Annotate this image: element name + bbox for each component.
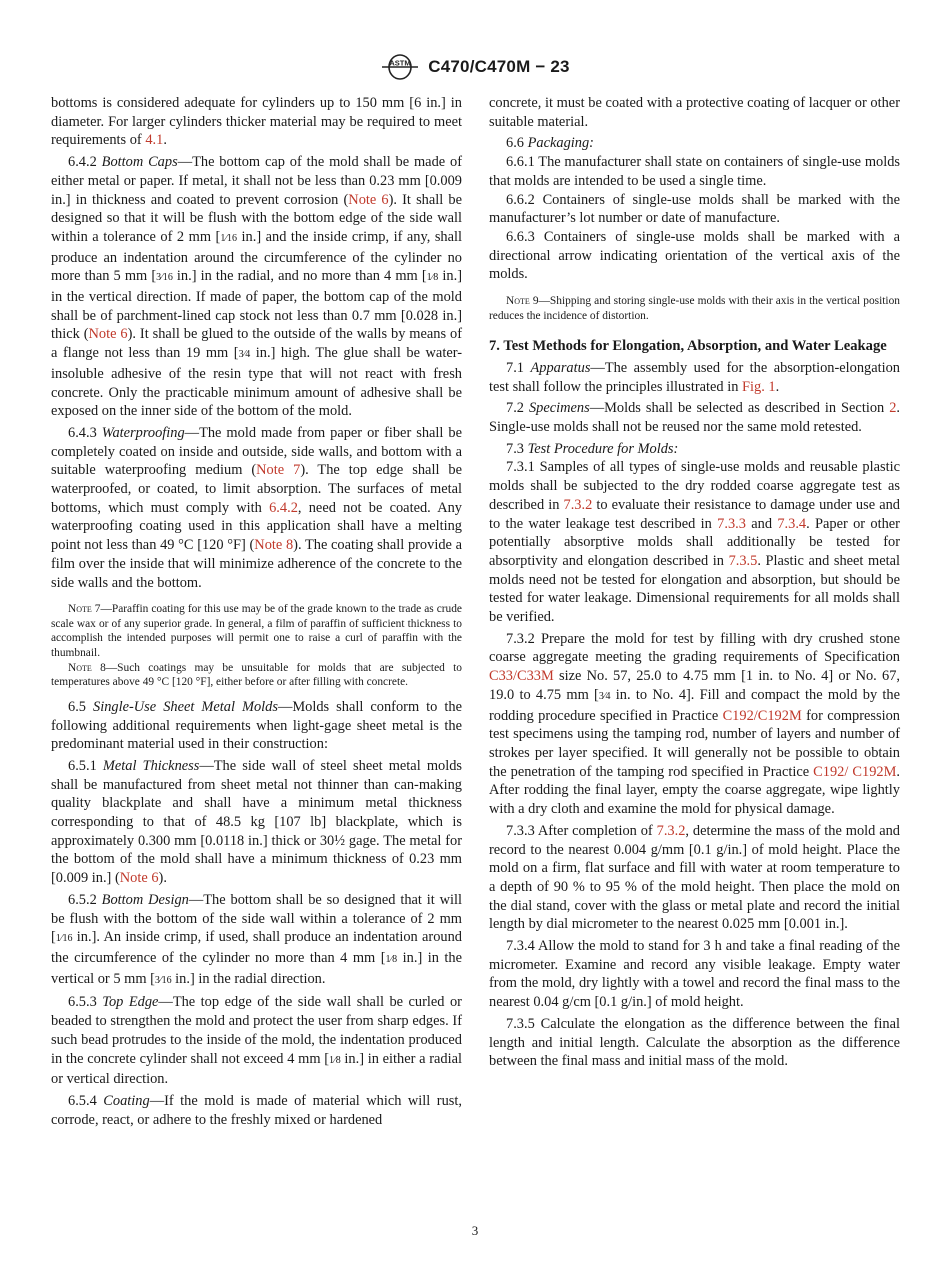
section-6-5-3: 6.5.3 Top Edge—The top edge of the side wall shall be curled or beaded to strengthen the mold and protect the user from sharp edges. If such bead protrudes to the inside of the mold, the indentation produced in the concrete cylinder shall not exceed 4 mm [1⁄8 in.] in either a radial or vertical direction. xyxy=(51,994,462,1088)
section-6-5-title: Single-Use Sheet Metal Molds xyxy=(93,698,278,715)
section-7-2: 7.2 Specimens—Molds shall be selected as described in Section 2. Single-use molds shall not be reused nor the same mold retested. xyxy=(489,400,900,436)
section-7-1-title: Apparatus xyxy=(530,359,591,376)
ref-note-7[interactable]: Note 7 xyxy=(256,462,301,479)
section-6-5-3-title: Top Edge xyxy=(102,994,159,1011)
astm-logo-text: ASTM xyxy=(389,58,411,68)
section-7-3-3: 7.3.3 After completion of 7.3.2, determine the mass of the mold and record to the nearest 0.004 g/mm [0.1 g/in.] of mold height. Place the mold on a firm, flat surface and fill with water at room temperature to a depth of 90 % to 95 % of the mold height. Then place the mold on the dial stand, cover with the glass or metal plate and record the initial length by dial micrometer to the nearest 0.025 mm [0.001 in.]. xyxy=(489,822,901,933)
note-9: Note 9—Shipping and storing single-use molds with their axis in the vertical position reduces the incidence of distortion. xyxy=(489,295,900,322)
paragraph-continuation-right: concrete, it must be coated with a protective coating of lacquer or other suitable material. xyxy=(489,95,900,130)
section-6-5-1-title: Metal Thickness xyxy=(102,757,200,774)
ref-7-3-5[interactable]: 7.3.5 xyxy=(728,552,758,569)
section-7-3-title: Test Procedure for Molds: xyxy=(527,440,679,457)
ref-7-3-2-b[interactable]: 7.3.2 xyxy=(656,822,686,839)
page-header xyxy=(0,54,950,80)
section-6-4-3: 6.4.3 Waterproofing—The mold made from paper or fiber shall be completely coated on inside and outside, side walls, and bottom with a suitable waterproofing medium (Note 7). The top edge shall be waterproofed, or coated, to limit absorption. The surfaces of metal bottoms, which must comply with 6.4.2, need not be coated. Any waterproofing coating used in this application shall have a melting point not less than 49 °C [120 °F] (Note 8). The coating shall provide a film over the inside that will minimize adherence of the concrete to the side walls and the bottom. xyxy=(51,424,462,591)
section-6-4-2: 6.4.2 Bottom Caps—The bottom cap of the mold shall be made of either metal or paper. If metal, it shall not be less than 0.23 mm [0.009 in.] in thickness and coated to prevent corrosion (Note 6). It shall be designed so that it will be flush with the bottom edge of the side wall within a tolerance of 2 mm [1⁄16 in.] and the inside crimp, if any, shall produce an indentation around the circumference of the cylinder no more than 5 mm [3⁄16 in.] in the radial, and no more than 4 mm [1⁄8 in.] in the vertical direction. If made of paper, the bottom cap of the mold shall be of parchment-lined cap stock not less than 0.7 mm [0.028 in.] thick (Note 6). It shall be glued to the outside of the walls by means of a flange not less than 19 mm [3⁄4 in.] high. The glue shall be water-insoluble adhesive of the resin type that will not react with fresh concrete. Only the practicable minimum amount of adhesive shall be exposed on the inner side of the bottom of the mold. xyxy=(51,154,463,420)
ref-fig-1[interactable]: Fig. 1 xyxy=(742,378,776,395)
section-7-3-2: 7.3.2 Prepare the mold for test by filling with dry crushed stone coarse aggregate meeting the grading requirements of Specification C33/C33M size No. 57, 25.0 to 4.75 mm [1 in. to No. 4] or No. 67, 19.0 to 4.75 mm [3⁄4 in. to No. 4]. Fill and compact the mold by the rodding procedure specified in Practice C192/C192M for compression test specimens using the tamping rod, number of layers and number of strokes per layer specified. It will generally not be possible to obtain the penetration of the tamping rod specified in Practice C192/ C192M. After rodding the final layer, empty the coarse aggregate, wipe lightly with a dry cloth and examine the mold for physical damage. xyxy=(489,630,900,818)
paragraph-continuation: bottoms is considered adequate for cylinders up to 150 mm [6 in.] in diameter. For larger cylinders thicker material may be required to meet requirements of 4.1. xyxy=(51,95,462,149)
ref-note-6-b[interactable]: Note 6 xyxy=(88,326,128,343)
section-7-2-title: Specimens xyxy=(528,400,590,417)
section-7-3: 7.3 Test Procedure for Molds: xyxy=(506,440,679,457)
section-7-3-5: 7.3.5 Calculate the elongation as the difference between the final length and initial length. Calculate the absorption as the difference between the final mass and initial mass of the mold. xyxy=(489,1015,900,1070)
section-6-5-2: 6.5.2 Bottom Design—The bottom shall be so designed that it will be flush with the bottom of the side wall within a tolerance of 2 mm [1⁄16 in.]. An inside crimp, if used, shall produce an indentation around the circumference of the cylinder no more than 4 mm [1⁄8 in.] in the vertical or 5 mm [3⁄16 in.] in the radial direction. xyxy=(51,891,463,987)
section-6-5-4-title: Coating xyxy=(103,1092,150,1109)
astm-logo-icon xyxy=(380,54,420,80)
ref-note-6-c[interactable]: Note 6 xyxy=(119,870,159,887)
section-7-3-1: 7.3.1 Samples of all types of single-use molds and reusable plastic molds shall be subjected to the dry rodded coarse aggregate test as described in 7.3.2 to evaluate their resistance to damage under use and to the water leakage test described in 7.3.3 and 7.3.4. Paper or other potentially absorptive molds shall additionally be tested for absorptivity and elongation described in 7.3.5. Plastic and sheet metal molds need not be tested for elongation and absorption, but should be tested for water leakage. Dimensional requirements for all molds shall be verified. xyxy=(489,459,900,626)
section-6-5-1: 6.5.1 Metal Thickness—The side wall of steel sheet metal molds shall be manufactured from sheet metal not thinner than can-making quality blackplate and shall have a minimum metal thickness corresponding to that of 48.5 kg [107 lb] blackplate, which is approximately 0.300 mm [0.0118 in.] thick or 30½ gage. The metal for the bottom of the mold shall have a minimum thickness of 0.23 mm [0.009 in.] (Note 6). xyxy=(51,757,462,887)
section-6-6-title: Packaging: xyxy=(527,135,594,152)
ref-7-3-4[interactable]: 7.3.4 xyxy=(777,515,807,532)
ref-c192-b[interactable]: C192/ C192M xyxy=(813,763,897,780)
section-6-4-3-title: Waterproofing xyxy=(101,424,185,441)
section-6-6-3: 6.6.3 Containers of single-use molds shall be marked with a directional arrow indicating orientation of the vertical axis of the molds. xyxy=(489,228,900,283)
document-designation: C470/C470M − 23 xyxy=(428,57,570,76)
ref-4-1[interactable]: 4.1 xyxy=(145,132,164,149)
note-8: Note 8—Such coatings may be unsuitable for molds that are subjected to temperatures above 49 °C [120 °F], either before or after filling with concrete. xyxy=(51,661,462,689)
ref-7-3-3[interactable]: 7.3.3 xyxy=(717,515,746,532)
section-7-3-4: 7.3.4 Allow the mold to stand for 3 h and take a final reading of the micrometer. Examine and record any visible leakage. Empty water from the mold, dry lightly with a towel and record the final mass to the nearest 0.04 g/cm [0.1 g/in.] of mold height. xyxy=(489,938,900,1011)
ref-note-6[interactable]: Note 6 xyxy=(348,191,389,208)
ref-6-4-2[interactable]: 6.4.2 xyxy=(269,499,298,516)
right-column xyxy=(489,94,900,1071)
ref-7-3-2[interactable]: 7.3.2 xyxy=(563,496,593,513)
ref-section-2[interactable]: 2 xyxy=(889,400,897,417)
ref-note-8[interactable]: Note 8 xyxy=(254,537,294,554)
section-6-6: 6.6 Packaging: xyxy=(506,135,594,152)
page-number: 3 xyxy=(471,1223,479,1238)
ref-c33[interactable]: C33/C33M xyxy=(489,668,554,685)
section-6-6-1: 6.6.1 The manufacturer shall state on containers of single-use molds that molds are intended to be used a single time. xyxy=(489,154,900,189)
section-6-6-2: 6.6.2 Containers of single-use molds shall be marked with the manufacturer’s lot number or date of manufacture. xyxy=(489,191,900,227)
section-6-5: 6.5 Single-Use Sheet Metal Molds—Molds shall conform to the following additional requirements when light-gage sheet metal is the predominant material used in their construction: xyxy=(51,698,462,753)
ref-c192[interactable]: C192/C192M xyxy=(722,707,802,724)
section-6-5-4: 6.5.4 Coating—If the mold is made of material which will rust, corrode, react, or adhere to the freshly mixed or hardened xyxy=(51,1092,462,1128)
section-6-5-2-title: Bottom Design xyxy=(101,891,189,908)
section-7-heading: 7. Test Methods for Elongation, Absorption, and Water Leakage xyxy=(489,338,887,355)
note-7: Note 7—Paraffin coating for this use may be of the grade known to the trade as crude scale wax or of any superior grade. In general, a film of paraffin of sufficient thickness to accomplish the intended purposes will permit one to raise a curl of paraffin with the thumbnail. xyxy=(51,603,462,660)
section-7-1: 7.1 Apparatus—The assembly used for the absorption-elongation test shall follow the principles illustrated in Fig. 1. xyxy=(489,359,900,395)
left-column xyxy=(51,94,462,1129)
section-6-4-2-title: Bottom Caps xyxy=(101,154,178,171)
